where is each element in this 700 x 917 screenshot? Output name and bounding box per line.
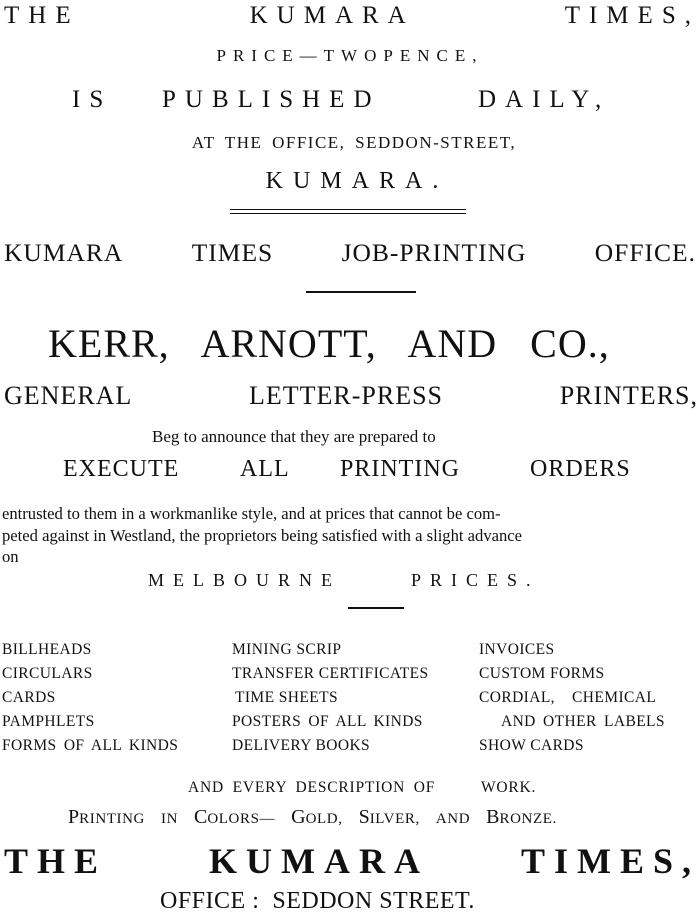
list-item: INVOICES [479,641,555,658]
list-item: TIME SHEETS [235,689,338,706]
list-item: TRANSFER CERTIFICATES [232,665,429,682]
melbourne-word: MELBOURNE [148,570,341,590]
price-line: PRICE—TWOPENCE, [216,46,484,65]
colors-word-initial: S [358,806,370,828]
every-description-text: AND EVERY DESCRIPTION OF [188,779,436,796]
published-word: DAILY, [478,86,611,113]
footer-office: OFFICE : SEDDON STREET. [160,888,475,914]
colors-word [436,810,470,827]
colors-word [291,806,343,828]
list-item: FORMS OF ALL KINDS [2,737,179,754]
colors-word-rest: AND [435,811,471,827]
colors-word-initial: C [194,806,208,828]
colors-word-initial: P [68,806,80,828]
trade-word: PRINTERS, [559,381,698,410]
colors-word [486,806,557,828]
office-address-line: AT THE OFFICE, SEDDON-STREET, [191,133,517,152]
colors-word [161,810,178,827]
execute-word: EXECUTE [63,456,180,482]
list-item: AND OTHER LABELS [501,713,665,730]
colors-word [68,806,145,828]
colors-line [0,806,700,829]
office-heading-word: KUMARA [4,238,124,267]
colors-word-initial: G [291,806,306,828]
firm-name: KERR, ARNOTT, AND CO., [48,321,610,366]
execute-word: PRINTING [340,456,460,482]
footer-title-word: KUMARA [209,841,429,881]
colors-word [358,806,420,828]
trade-word: LETTER-PRESS [249,381,444,410]
town-line: KUMARA. [265,168,449,194]
body-line: on [2,547,19,566]
office-heading-word: JOB-PRINTING [341,238,527,267]
trade-line [0,381,700,411]
colors-word-initial: B [486,806,500,828]
colors-word-rest: OLD, [305,811,343,827]
services-columns [0,638,700,773]
list-item: CIRCULARS [2,665,93,682]
services-column-left [2,638,178,758]
colors-word-rest: ILVER, [369,811,420,827]
masthead-word: TIMES, [564,2,700,29]
colors-word [194,806,276,828]
body-line: peted against in Westland, the proprietors being satisfied with a slight advance [2,526,523,545]
list-item: CARDS [2,689,56,706]
masthead-title [0,2,700,30]
footer-title-word: THE [4,841,108,881]
services-column-right [479,638,699,758]
colors-word-rest: OLORS— [207,811,276,827]
colors-word-rest: IN [160,811,179,827]
colors-word-rest: RONZE. [499,811,557,827]
office-heading-word: TIMES [191,238,274,267]
execute-word: ALL [240,456,290,482]
double-rule [230,209,466,210]
list-item: POSTERS OF ALL KINDS [232,713,423,730]
list-item: CUSTOM FORMS [479,665,605,682]
every-description-work: WORK. [481,779,537,796]
masthead-word: THE [4,2,80,29]
list-item: BILLHEADS [2,641,92,658]
list-item: DELIVERY BOOKS [232,737,371,754]
double-rule-lower [230,213,466,214]
footer-title [0,840,700,882]
list-item: CORDIAL, CHEMICAL [479,689,657,706]
list-item: MINING SCRIP [232,641,342,658]
list-item: SHOW CARDS [479,737,584,754]
published-word: PUBLISHED [162,86,381,113]
body-line: entrusted to them in a workmanlike style, and at prices that cannot be com- [2,504,501,523]
masthead-word: KUMARA [249,2,415,29]
melbourne-word: PRICES. [411,570,540,590]
office-heading [0,238,700,268]
services-column-middle [232,638,429,758]
short-rule [306,291,416,293]
execute-word: ORDERS [530,456,631,482]
office-heading-word: OFFICE. [594,238,696,267]
footer-title-word: TIMES, [520,841,700,881]
short-rule-lower [348,607,404,609]
published-word: IS [72,86,113,113]
trade-word: GENERAL [4,381,133,410]
list-item: PAMPHLETS [2,713,95,730]
colors-word-rest: RINTING [79,811,145,827]
announce-line: Beg to announce that they are prepared to [152,427,436,446]
